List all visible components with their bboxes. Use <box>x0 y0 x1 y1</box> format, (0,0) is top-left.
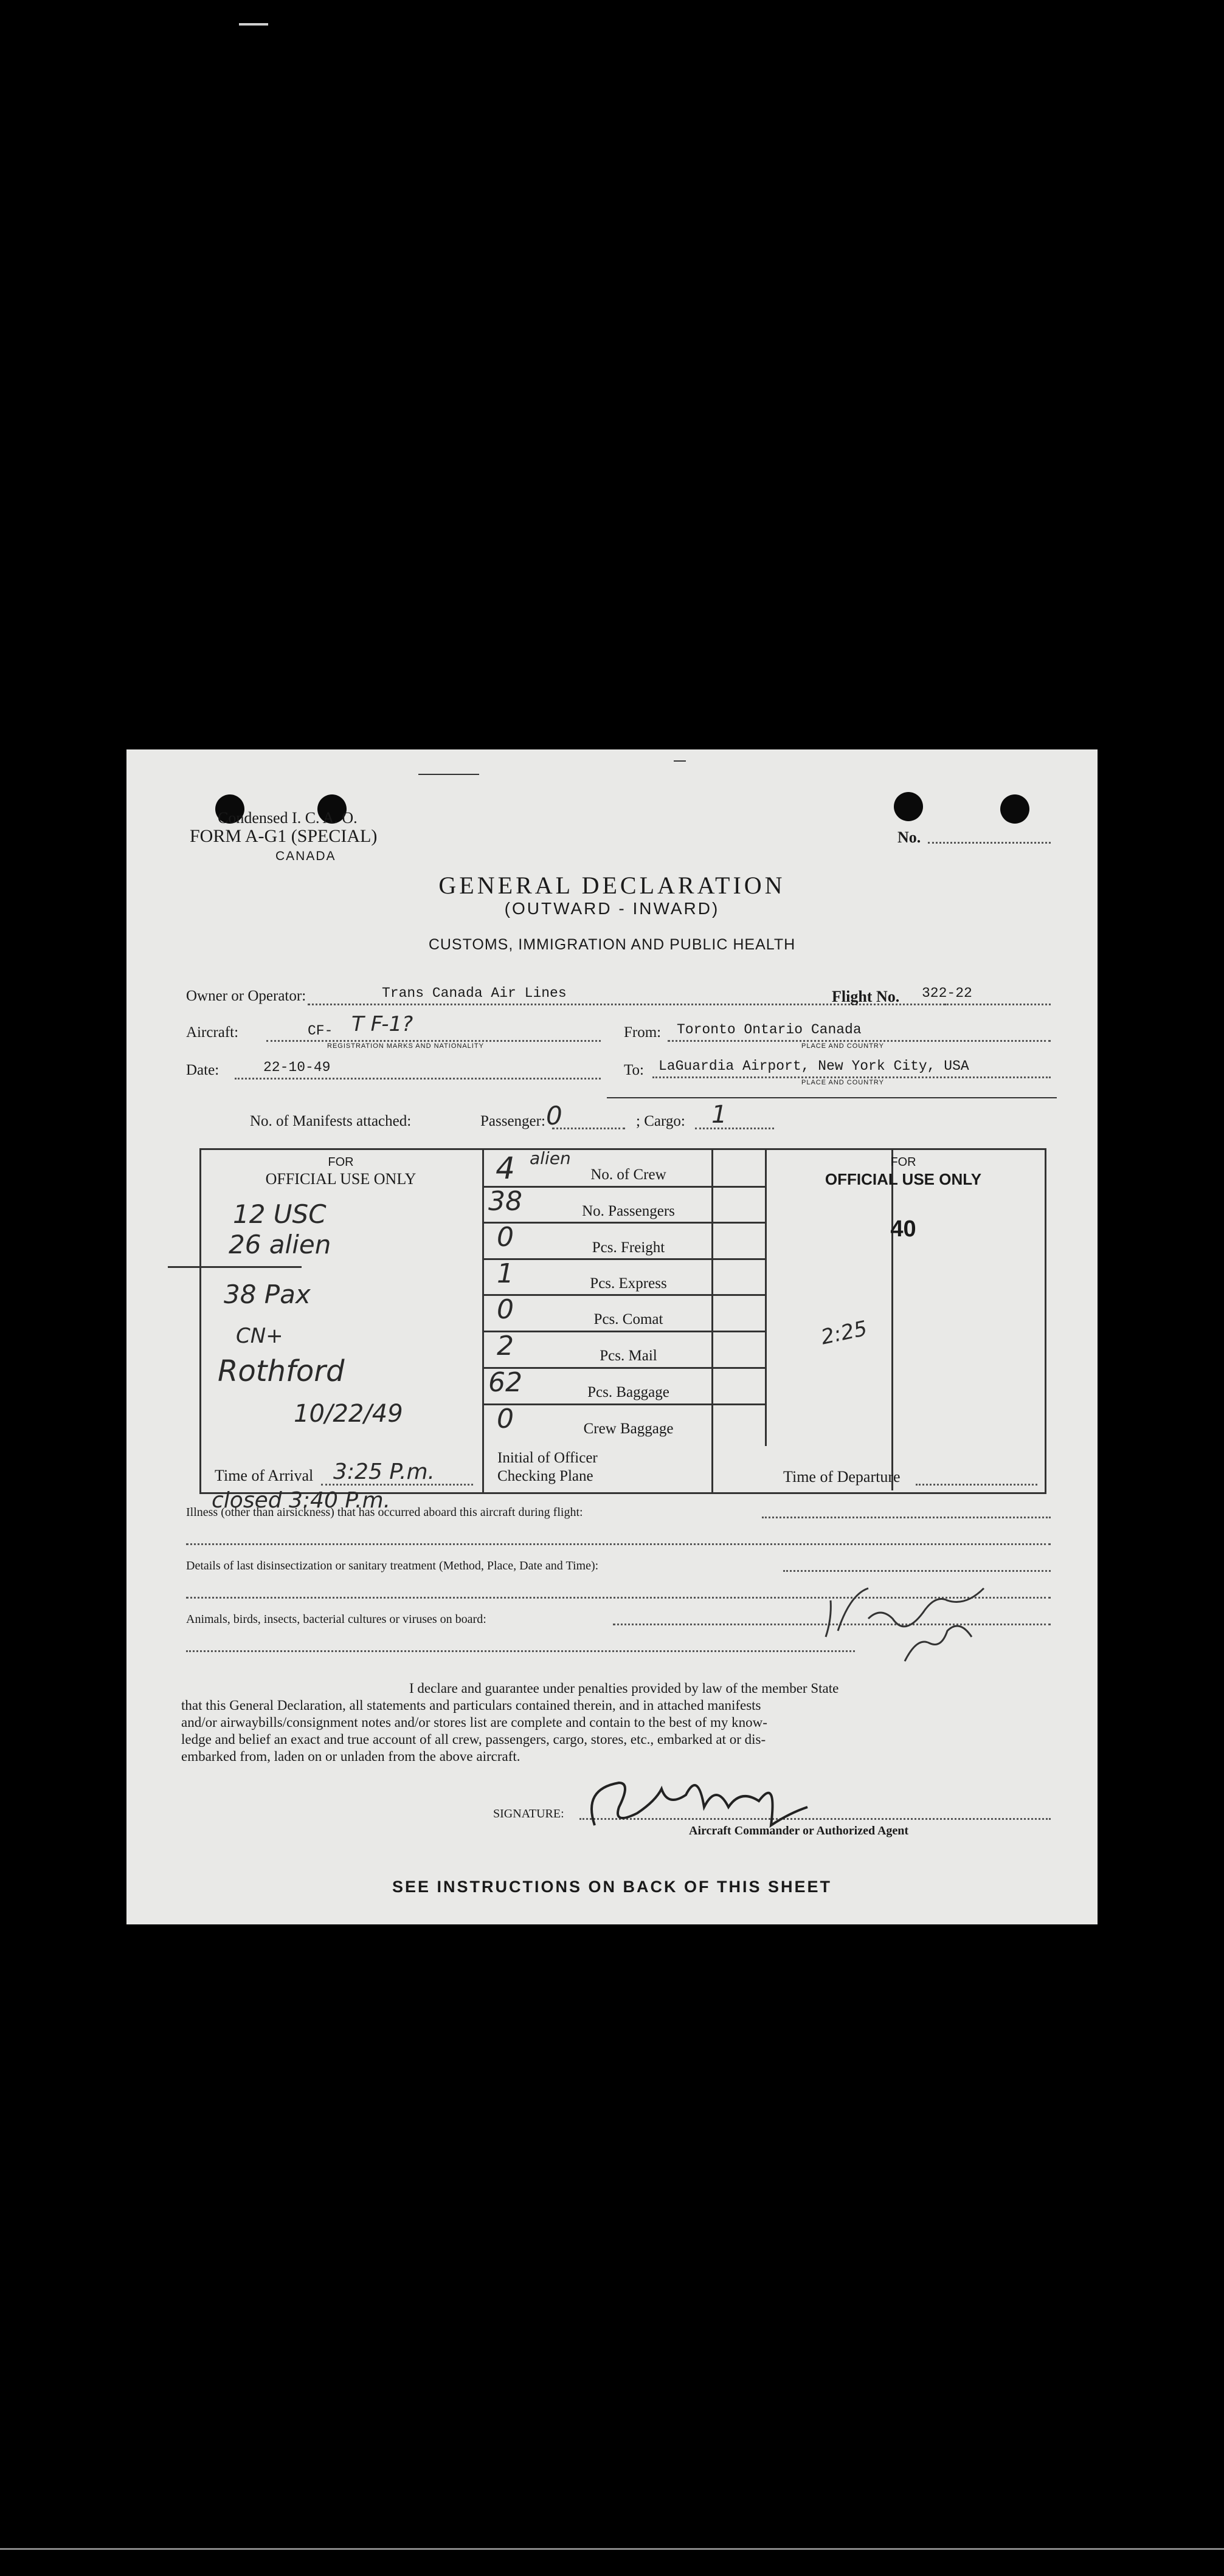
passenger-value[interactable]: 0 <box>546 1101 562 1131</box>
animals-field-2[interactable] <box>186 1650 855 1652</box>
from-caption: PLACE AND COUNTRY <box>801 1042 884 1050</box>
left-note-4: CN+ <box>236 1324 283 1348</box>
passengers-count[interactable]: 38 <box>488 1186 522 1217</box>
date-value[interactable]: 22-10-49 <box>263 1059 331 1075</box>
officer-label-2: Checking Plane <box>497 1468 593 1484</box>
form-header-line3: CANADA <box>275 849 336 863</box>
left-note-6: 10/22/49 <box>294 1400 403 1428</box>
signature-caption: Aircraft Commander or Authorized Agent <box>689 1824 909 1837</box>
left-note-2: 26 alien <box>229 1230 331 1259</box>
comat-count[interactable]: 0 <box>497 1294 514 1325</box>
crew-count[interactable]: 4 <box>496 1151 515 1186</box>
closed-note: closed 3:40 P.m. <box>212 1488 391 1513</box>
mail-label: Pcs. Mail <box>600 1348 657 1364</box>
table-divider <box>765 1148 767 1446</box>
comat-label: Pcs. Comat <box>593 1311 663 1328</box>
illness-field-2[interactable] <box>186 1543 1051 1545</box>
declaration-line-3: and/or airwaybills/consignment notes and/or stores list are complete and contain to the best of my know- <box>181 1715 767 1730</box>
aircraft-value[interactable]: CF- <box>308 1023 333 1039</box>
illness-label: Illness (other than airsickness) that has occurred aboard this aircraft during flight: <box>186 1506 583 1519</box>
arrival-label: Time of Arrival <box>215 1467 314 1484</box>
from-value[interactable]: Toronto Ontario Canada <box>677 1022 862 1038</box>
frame-mark <box>239 23 268 26</box>
left-note-3: 38 Pax <box>224 1279 311 1309</box>
date-label: Date: <box>186 1062 220 1078</box>
freight-label: Pcs. Freight <box>592 1239 665 1256</box>
page-title: GENERAL DECLARATION <box>438 872 786 899</box>
manifests-label: No. of Manifests attached: <box>250 1113 412 1129</box>
to-caption: PLACE AND COUNTRY <box>801 1079 884 1086</box>
punch-hole <box>894 792 923 821</box>
page-subtitle: (OUTWARD - INWARD) <box>504 899 720 918</box>
baggage-label: Pcs. Baggage <box>587 1384 669 1400</box>
punch-hole <box>1000 794 1029 824</box>
frame-line <box>0 2548 1224 2550</box>
from-line <box>668 1040 1051 1042</box>
aircraft-handwritten: T F-1? <box>351 1012 413 1036</box>
flight-label: Flight No. <box>832 988 900 1005</box>
count-grid <box>484 1148 765 1446</box>
no-label: No. <box>897 828 921 846</box>
cargo-label: ; Cargo: <box>636 1113 685 1129</box>
instructions-footer: SEE INSTRUCTIONS ON BACK OF THIS SHEET <box>392 1878 832 1896</box>
officer-label-1: Initial of Officer <box>497 1450 598 1466</box>
express-label: Pcs. Express <box>590 1275 667 1292</box>
aircraft-line <box>266 1040 601 1042</box>
departure-line[interactable] <box>916 1484 1037 1486</box>
baggage-count[interactable]: 62 <box>488 1367 522 1398</box>
left-official-header-1: FOR <box>328 1155 354 1169</box>
signature-label: SIGNATURE: <box>493 1807 564 1820</box>
left-note-1: 12 USC <box>233 1199 327 1229</box>
aircraft-label: Aircraft: <box>186 1024 239 1041</box>
crew-hand-note: alien <box>530 1148 571 1168</box>
arrival-value[interactable]: 3:25 P.m. <box>333 1459 435 1484</box>
declaration-line-1: I declare and guarantee under penalties provided by law of the member State <box>409 1681 839 1696</box>
from-label: From: <box>624 1024 662 1041</box>
mail-count[interactable]: 2 <box>497 1331 514 1362</box>
stray-mark <box>674 760 686 762</box>
declaration-line-2: that this General Declaration, all statements and particulars contained therein, and in attached manifests <box>181 1698 761 1713</box>
page-subtitle-2: CUSTOMS, IMMIGRATION AND PUBLIC HEALTH <box>428 936 796 953</box>
note-underline <box>168 1266 302 1268</box>
cargo-line <box>695 1128 774 1129</box>
date-line <box>235 1078 601 1080</box>
flight-value[interactable]: 322-22 <box>922 985 972 1001</box>
owner-label: Owner or Operator: <box>186 988 306 1004</box>
document-page <box>126 749 1098 1924</box>
departure-label: Time of Departure <box>783 1468 901 1486</box>
crew-baggage-count[interactable]: 0 <box>497 1403 514 1434</box>
passenger-line <box>552 1128 625 1129</box>
illness-field[interactable] <box>762 1517 1051 1518</box>
crew-baggage-label: Crew Baggage <box>583 1421 674 1437</box>
right-official-header-1: FOR <box>890 1155 916 1169</box>
to-value[interactable]: LaGuardia Airport, New York City, USA <box>659 1058 969 1074</box>
form-header-line2: FORM A-G1 (SPECIAL) <box>190 826 378 846</box>
right-note: 2:25 <box>818 1316 870 1350</box>
no-field[interactable] <box>928 842 1051 844</box>
stray-mark <box>418 774 479 775</box>
form-header-line1: Condensed I. C. A. O. <box>218 809 358 827</box>
declaration-line-4: ledge and belief an exact and true account of all crew, passengers, cargo, stores, etc., embarked at or dis- <box>181 1732 766 1747</box>
to-label: To: <box>624 1062 644 1078</box>
express-count[interactable]: 1 <box>497 1258 514 1289</box>
separator-line <box>607 1097 1057 1098</box>
left-official-header-2: OFFICIAL USE ONLY <box>265 1170 417 1188</box>
passengers-label: No. Passengers <box>582 1203 675 1219</box>
freight-count[interactable]: 0 <box>497 1222 514 1253</box>
arrival-line <box>321 1484 473 1486</box>
cargo-value[interactable]: 1 <box>711 1101 727 1129</box>
left-note-5: Rothford <box>218 1354 345 1388</box>
table-divider <box>891 1148 893 1490</box>
crew-label: No. of Crew <box>590 1166 666 1183</box>
aircraft-caption: REGISTRATION MARKS AND NATIONALITY <box>327 1042 484 1050</box>
animals-label: Animals, birds, insects, bacterial cultures or viruses on board: <box>186 1613 486 1626</box>
flight-line <box>914 1004 1051 1005</box>
right-official-header-2: OFFICIAL USE ONLY <box>825 1170 982 1188</box>
passenger-label: Passenger: <box>480 1113 545 1129</box>
to-line <box>652 1076 1051 1078</box>
official-scribble <box>814 1570 1020 1679</box>
right-official-value: 40 <box>890 1216 916 1242</box>
declaration-line-5: embarked from, laden on or unladen from the above aircraft. <box>181 1749 520 1764</box>
disinsect-label: Details of last disinsectization or sanitary treatment (Method, Place, Date and Time): <box>186 1559 599 1572</box>
owner-value[interactable]: Trans Canada Air Lines <box>382 985 567 1001</box>
